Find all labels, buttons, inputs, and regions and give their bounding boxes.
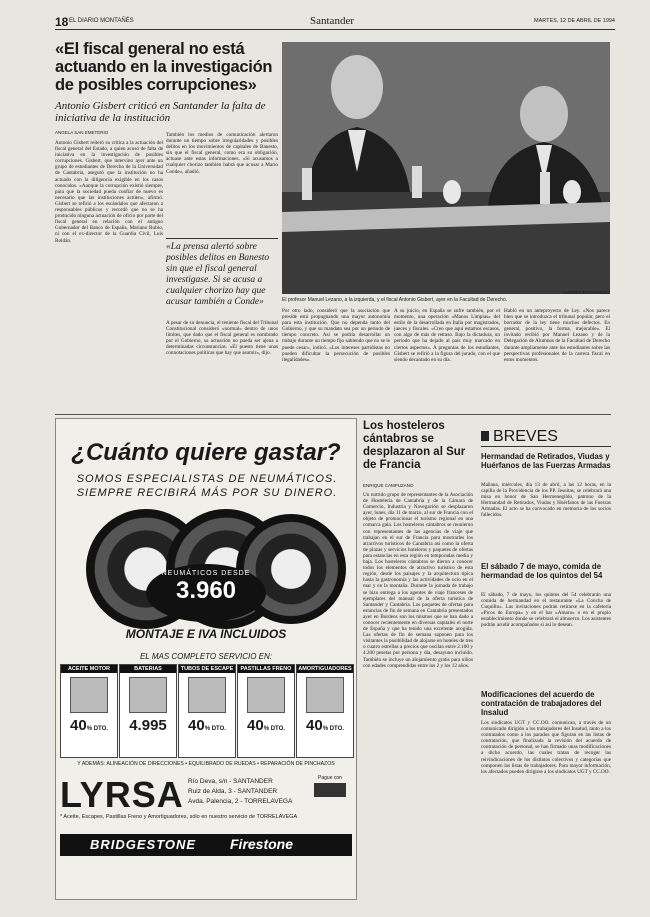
brand-bar (60, 834, 352, 856)
ad-service-line: EL MAS COMPLETO SERVICIO EN: (139, 652, 273, 661)
brake-pad-icon (247, 677, 285, 713)
company-logo: LYRSA (60, 774, 184, 815)
breve-body: El sábado, 7 de mayo, los quintos del 54 celebrarán una comida de hermandad en el restaurante «La Concha de Cuquillo». Las invitaciones podrán retirarse en la cafetería «Picos de Europa» y en el bar «Amaro» o en el propio establecimiento donde se celebrará el almuerzo. Los asistentes podrán acudir acompañados si así lo desean. (481, 592, 611, 629)
breve-body: Mañana, miércoles, día 13 de abril, a las 12 horas, en la capilla de la Providencia de los PP. Jesuitas, se celebrará una misa en honor de San Hermenegildo, patrono de la Hermandad de Retirados, Viudas y Huérfanos de las Fuerzas Armadas. El acto se ha convocado en memoria de los socios fallecidos. (481, 482, 611, 519)
main-story-column-2b: A pesar de su denuncia, el teniente fiscal del Tribunal Constitucional consideró «normal» dentro de unos límites, que dado que el fiscal general es nombrado por el Gobierno, su actuación no pueda ser ajena a determinadas circunstancias. «El puesto tiene unas connotaciones políticas que hay que asumir», dijo. (166, 320, 278, 357)
product-label: PASTILLAS FRENO (238, 665, 294, 673)
breve-headline: Modificaciones del acuerdo de contratación de trabajadores del Insalud (481, 690, 602, 717)
ad-fine-print: * Aceite, Escapes, Pastillas Freno y Amortiguadores, sólo en nuestro servicio de TORRELAVEGA (60, 814, 298, 820)
product-shocks (296, 664, 354, 758)
payment-label: Pague con (318, 775, 342, 781)
hosteleros-body: Un nutrido grupo de representantes de la Asociación de Hostelería de Cantabria y de la Cámara de Comercio, Industria y Navegación se desplazaron ayer, lunes, día 11 de marzo, al sur de Francia con el objeto de promocionar el turismo regional en una comarca gala. Los hosteleros cántabros se reunieron con representantes de las agencias de viaje que trabajan en el sur de Francia para mostrarles los atractivos turísticos de Cantabria así como la oferta de plazas y servicios hoteleros y paquetes de ofertas para estancias en esta región en temporadas media y baja. Los hosteleros cántabros se dieron a conocer todos los elementos de atractivo turístico de esta región, desde los paisajes y la arquitectura típica hasta la gastronomía y las actividades de ocio en el mar y en la montaña. Durante la jornada de trabajo se hizo entrega a los agentes de viaje franceses de ejemplares del manual de la oferta turística de Santander y Cantabria. Los paquetes de ofertas para estancias de fin de semana en Cantabria presentados ayer en Burdeos son los mismos que se han dado a conocer recientemente en diversas capitales el norte de España y que ha tenido una excelente acogida. Las ofertas de fin de semana suponen para los visitantes la posibilidad de alojarse en hoteles de tres o cuatro estrellas a precios que oscilan entre 2.100 y 4.200 pesetas por persona y día, desayuno incluido. También se incluye un alojamiento gratis para niños con edades comprendidas entre los 2 y los 12 años. (363, 492, 473, 669)
ad-tagline-1: SOMOS ESPECIALISTAS DE NEUMÁTICOS. (76, 473, 338, 485)
page-number: 18 (55, 15, 69, 29)
product-label: ACEITE MOTOR (61, 665, 117, 673)
payment-box (308, 775, 352, 799)
product-price: 40 (188, 717, 205, 734)
main-subhead: Antonio Gisbert criticó en Santander la falta de iniciativa de la institución (55, 100, 266, 124)
product-price-suffix: % DTO. (86, 726, 108, 732)
hosteleros-headline: Los hosteleros cántabros se desplazaron al Sur de Francia (363, 420, 466, 471)
product-price: 40 (70, 717, 87, 734)
ad-headline: ¿Cuánto quiere gastar? (71, 439, 341, 466)
product-label: TUBOS DE ESCAPE (180, 666, 234, 672)
publication-name: EL DIARIO MONTAÑÉS (69, 18, 134, 24)
main-story-column-5: Habló en un anteproyecto de Ley. «Nos parece bien que se introduzca el tribunal popular, pero el borrador de la ley tiene muchos defectos. En general, positivo, la forma, mejorable». El invitado recibió por Manuel Lezano y de la Delegación de Alumnos de la Facultad de Derecho durante ampliamente ante los estudiantes sobre las perspectivas profesionales de la carrera fiscal en estos momentos. (504, 308, 610, 363)
square-bullet-icon (481, 431, 489, 441)
firestone-logo: Firestone (230, 836, 294, 852)
hosteleros-byline: ENRIQUE CAMPUZANO (363, 483, 414, 488)
product-label: AMORTIGUADORES (298, 666, 352, 672)
product-oil (60, 664, 118, 758)
product-price-suffix: % DTO. (263, 726, 285, 732)
main-byline: ANGELA SAN EMETERIO (55, 130, 109, 135)
main-story-column-3: Por otro lado, consideró que la asociación que preside está propugnando una mayor autonomía para esta institución. Que no dependa tanto del Gobierno, y que su mandato sea por un periodo de tiempo concreto. Así se podría desarrollar un trabajo durante un tiempo fijo sabiendo que no se le puede cesar», indicó. «Los intereses partidistas no pueden dificultar la persecución de posibles ilegalidades». (282, 308, 390, 363)
issue-date: MARTES, 12 DE ABRIL DE 1994 (533, 18, 615, 24)
product-price: 40 (247, 717, 264, 734)
photo-credit: ANDRÉS FERNÁNDEZ (562, 290, 610, 295)
product-label: BATERIAS (120, 665, 176, 673)
news-photo (282, 42, 610, 294)
exhaust-pipe-icon (188, 677, 226, 713)
oil-can-icon (70, 677, 108, 713)
shock-absorber-icon (306, 677, 344, 713)
page-header (55, 15, 615, 30)
breves-header (481, 428, 611, 447)
battery-icon (129, 677, 167, 713)
tire-advertisement (55, 418, 357, 900)
product-brakes (237, 664, 295, 758)
photo-caption: El profesor Manuel Lezano, a la izquierda, y el fiscal Antonio Gisbert, ayer en la Facultad de Derecho. (282, 297, 508, 303)
section-divider (55, 414, 611, 415)
breve-body: Los sindicatos UGT y CC.OO. comunican, a través de un comunicado dirigido a los trabajadores del Insalud, tanto a los contratados como a los parados que figuran en las listas de contratación, que finalizada la revisión del acuerdo de contratación de personal, se han firmado unas modificaciones a dicho acuerdo, las cuales tratan de recoger las reivindicaciones de los distintos colectivos y categorías que componen las listas de trabajadores. Para mayor información, los afectados pueden dirigirse a los sindicatos UGT y CC.OO. (481, 720, 611, 775)
price-badge (146, 564, 266, 622)
address-line: Avda. Palencia, 2 - TORRELAVEGA (188, 798, 293, 805)
product-price: 4.995 (129, 717, 167, 734)
ad-tagline-2: SIEMPRE RECIBIRÁ MÁS POR SU DINERO. (76, 487, 338, 499)
bridgestone-logo: BRIDGESTONE (90, 837, 197, 852)
product-battery (119, 664, 177, 758)
main-headline: «El fiscal general no está actuando en la investigación de posibles corrupciones» (55, 40, 273, 94)
credit-card-icon (314, 783, 346, 797)
breves-title: BREVES (493, 428, 558, 445)
breve-headline: Hermandad de Retirados, Viudas y Huérfanos de las Fuerzas Armadas (481, 452, 611, 470)
product-price-suffix: % DTO. (322, 726, 344, 732)
pull-quote: «La prensa alertó sobre posibles delitos en Banesto sin que el fiscal general investigase. Si se acusa a cualquier chorizo hay que acusar también a Conde» (166, 238, 278, 308)
section-title: Santander (310, 15, 354, 27)
ad-extras: Y ADEMÁS: ALINEACIÓN DE DIRECCIONES • EQUILIBRADO DE RUEDAS • REPARACIÓN DE PINCHAZOS (77, 761, 335, 767)
promo-price: 3.960 (175, 577, 237, 604)
product-exhaust (178, 664, 236, 758)
ad-mounting: MONTAJE E IVA INCLUIDOS (125, 627, 287, 641)
main-story-column-4: A su juicio, en España se sufre también, por el momento, una operación «Manos Limpias» del estilo de la desarrollada en Italia por magistrados, jueces y fiscales. «Creo que aquí estamos escasos, con algo de más de retraso. Bajo la dictadura, un periodo que ha dejado al país muy marcado en ciertos aspectos». A preguntas de los estudiantes, Gisbert se refirió a la figura del jurado, con el que siendo decantado en su día. (394, 308, 500, 363)
main-story-column-2: También los medios de comunicación alertaron durante un tiempo sobre irregularidades y posibles delitos en los movimientos de capitales de Banesto, sin que el fiscal general, como era su obligación, actuase ante estas informaciones. «Si acusamos a cualquier chorizo también habrá que acusar a Mario Conde», añadió. (166, 132, 278, 175)
promo-title: NEUMÁTICOS DESDE (161, 570, 251, 577)
company-addresses (188, 777, 328, 807)
address-line: Río Deva, s/n - SANTANDER (188, 778, 273, 785)
product-price: 40 (306, 717, 323, 734)
address-line: Ruiz de Alda, 3 - SANTANDER (188, 788, 278, 795)
product-price-suffix: % DTO. (204, 726, 226, 732)
breve-headline: El sábado 7 de mayo, comida de hermandad de los quintos del 54 (481, 562, 603, 580)
main-story-column-1: Antonio Gisbert reiteró su crítica a la actuación del fiscal general del Estado, a quien acusó de falta de iniciativa en la investigación de posibles corrupciones. Gisbert, que intervino ayer ante un grupo de estudiantes de Derecho de la Universidad de Cantabria, aseguró que la institución no ha actuado con la diligencia exigible en los casos conocidos. «Aunque la corrupción existió siempre, para que la sociedad pueda confiar de nuevo es necesario que las instituciones actúen», afirmó. Gisbert se refirió a los escándalos que afectaron a responsables públicos y recordó que no se ha producido ninguna actuación de oficio por parte del fiscal general en relación con el antiguo Gobernador del Banco de España, Mariano Rubio, ni con el ex-director de la Guardia Civil, Luis Roldán. (55, 140, 163, 244)
